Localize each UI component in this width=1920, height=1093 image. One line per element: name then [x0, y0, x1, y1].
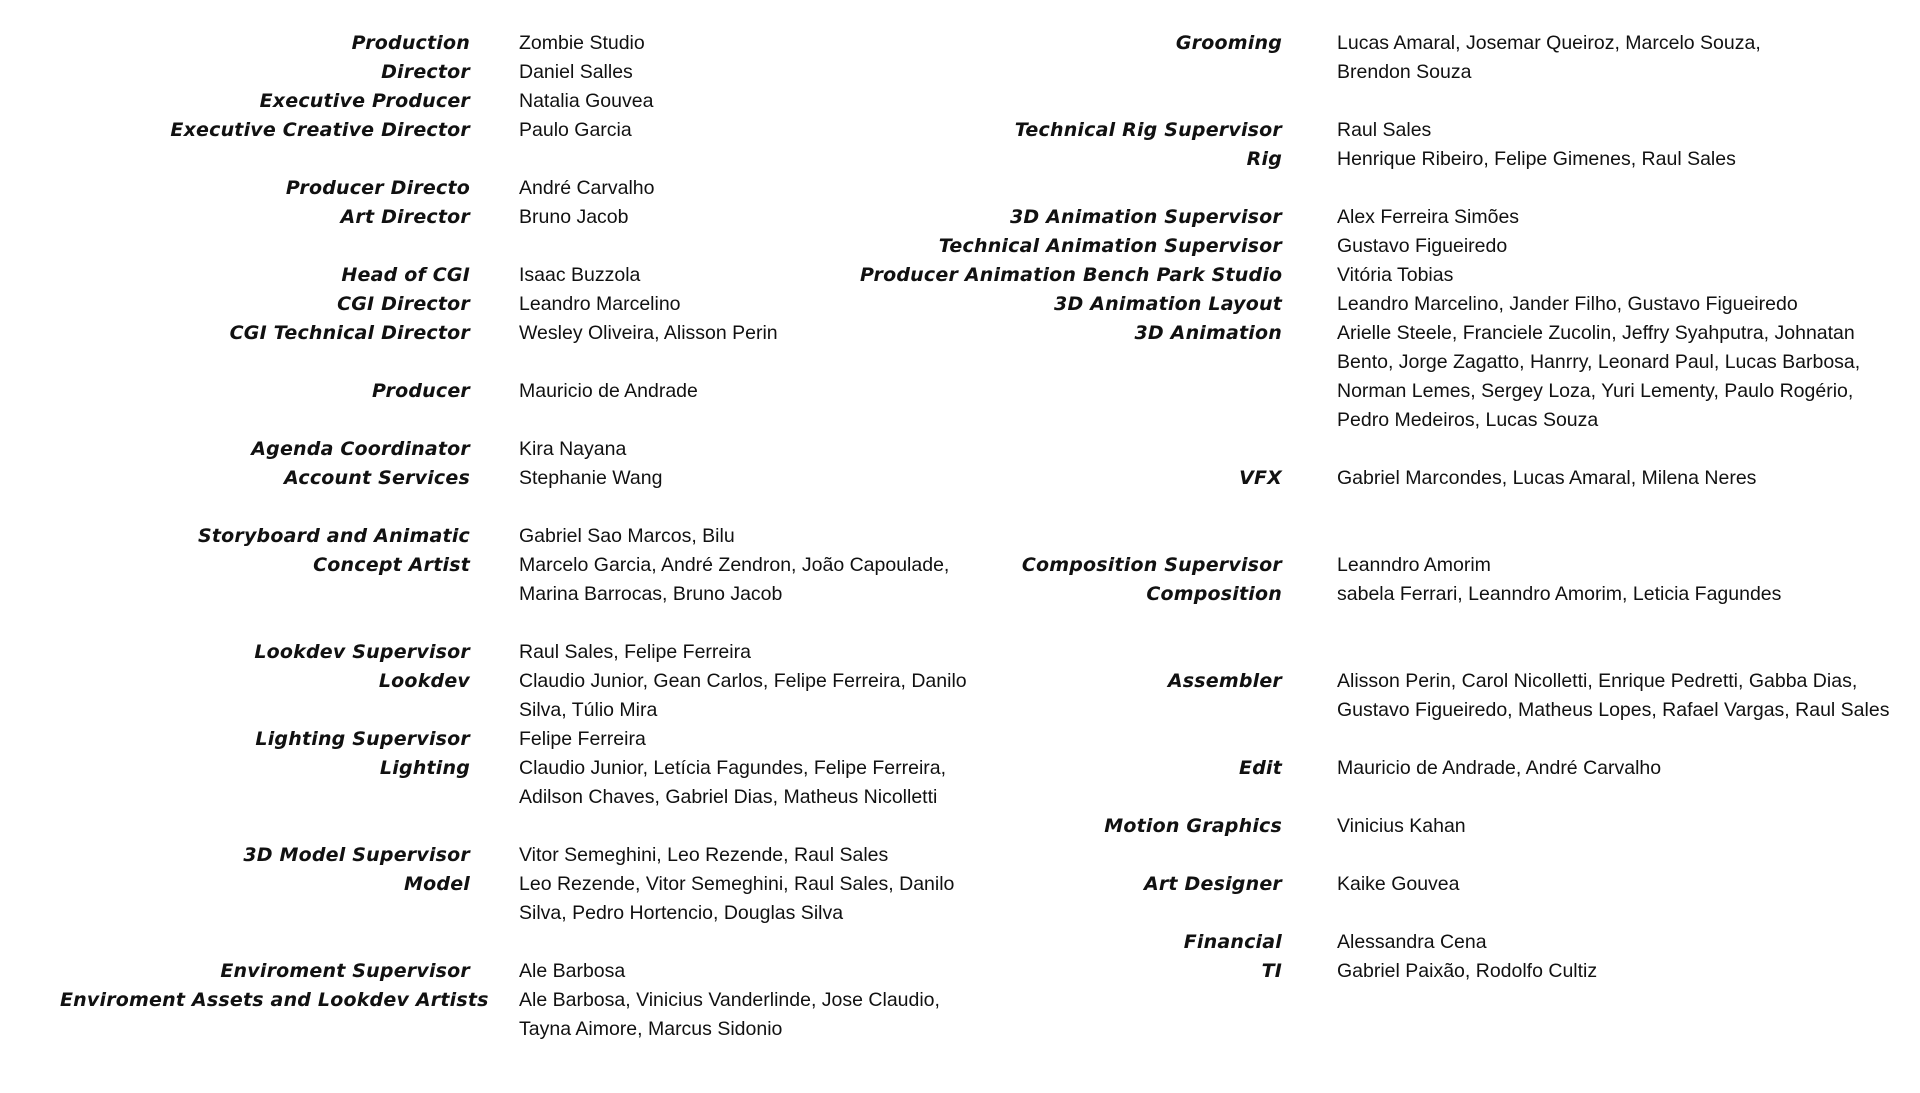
credit-names: Gustavo Figueiredo: [1337, 235, 1508, 257]
credit-names: Raul Sales: [1337, 119, 1432, 141]
credit-names: Mauricio de Andrade, André Carvalho: [1337, 757, 1662, 779]
credit-role: Technical Animation Supervisor: [938, 235, 1282, 257]
credit-role: Agenda Coordinator: [251, 438, 470, 460]
credit-names: sabela Ferrari, Leanndro Amorim, Leticia Fagundes: [1337, 583, 1782, 605]
credit-role: Producer Directo: [285, 177, 470, 199]
credit-role: Technical Rig Supervisor: [1014, 119, 1282, 141]
credit-role: 3D Animation Layout: [1054, 293, 1282, 315]
credit-role: Lighting Supervisor: [255, 728, 470, 750]
credit-names: Bruno Jacob: [519, 206, 629, 228]
credit-role: Motion Graphics: [1104, 815, 1282, 837]
credit-names: Gabriel Paixão, Rodolfo Cultiz: [1337, 960, 1598, 982]
credit-role: 3D Animation Supervisor: [1009, 206, 1282, 228]
credit-names: Arielle Steele, Franciele Zucolin, Jeffry Syahputra, Johnatan Bento, Jorge Zagatto, Hanrry, Leonard Paul, Lucas Barbosa, Norman Lemes, Sergey Loza, Yuri Lementy, Paulo Rogério, Pedro Medeiros, Lucas Souza: [1337, 322, 1861, 431]
credit-role: Head of CGI: [341, 264, 470, 286]
credit-role: 3D Model Supervisor: [243, 844, 470, 866]
credit-names: Claudio Junior, Gean Carlos, Felipe Ferreira, Danilo Silva, Túlio Mira: [519, 670, 967, 721]
credit-role: Financial: [1183, 931, 1282, 953]
credit-names: Felipe Ferreira: [519, 728, 646, 750]
credit-names: Mauricio de Andrade: [519, 380, 698, 402]
credit-names: Henrique Ribeiro, Felipe Gimenes, Raul Sales: [1337, 148, 1736, 170]
credit-names: Claudio Junior, Letícia Fagundes, Felipe Ferreira, Adilson Chaves, Gabriel Dias, Matheus Nicolletti: [519, 757, 947, 808]
credit-role: Composition Supervisor: [1021, 554, 1282, 576]
credit-role: 3D Animation: [1134, 322, 1282, 344]
credit-names: Leo Rezende, Vitor Semeghini, Raul Sales, Danilo Silva, Pedro Hortencio, Douglas Silva: [519, 873, 955, 924]
credit-names: Alisson Perin, Carol Nicolletti, Enrique Pedretti, Gabba Dias, Gustavo Figueiredo, Matheus Lopes, Rafael Vargas, Raul Sales: [1337, 670, 1890, 721]
credit-role: Producer: [371, 380, 470, 402]
credit-role: Grooming: [1175, 32, 1282, 54]
credit-role: Assembler: [1167, 670, 1282, 692]
credit-role: Account Services: [284, 467, 470, 489]
credit-role: Enviroment Assets and Lookdev Artists: [60, 989, 489, 1011]
credit-names: Leanndro Amorim: [1337, 554, 1491, 576]
credit-names: Alessandra Cena: [1337, 931, 1487, 953]
credit-role: Model: [404, 873, 470, 895]
credit-role: Enviroment Supervisor: [220, 960, 470, 982]
credit-names: Ale Barbosa: [519, 960, 626, 982]
credit-role: CGI Director: [337, 293, 470, 315]
credit-names: Zombie Studio: [519, 32, 645, 54]
credit-role: TI: [1261, 960, 1282, 982]
credit-names: Vitor Semeghini, Leo Rezende, Raul Sales: [519, 844, 889, 866]
credit-role: Lookdev: [378, 670, 470, 692]
credit-role: VFX: [1239, 467, 1282, 489]
credit-names: Natalia Gouvea: [519, 90, 654, 112]
credit-names: Leandro Marcelino, Jander Filho, Gustavo Figueiredo: [1337, 293, 1798, 315]
credit-role: Composition: [1146, 583, 1282, 605]
credit-role: Rig: [1246, 148, 1282, 170]
credit-names: Alex Ferreira Simões: [1337, 206, 1520, 228]
credit-role: Production: [351, 32, 470, 54]
credit-role: Edit: [1239, 757, 1282, 779]
credit-names: Paulo Garcia: [519, 119, 632, 141]
credit-role: Producer Animation Bench Park Studio: [860, 264, 1283, 286]
credit-role: Director: [381, 61, 470, 83]
credit-names: Isaac Buzzola: [519, 264, 641, 286]
credit-names: Ale Barbosa, Vinicius Vanderlinde, Jose Claudio, Tayna Aimore, Marcus Sidonio: [519, 989, 940, 1040]
credit-names: Gabriel Sao Marcos, Bilu: [519, 525, 735, 547]
credit-names: Vinicius Kahan: [1337, 815, 1466, 837]
credit-role: Art Director: [340, 206, 470, 228]
credit-names: Marcelo Garcia, André Zendron, João Capoulade, Marina Barrocas, Bruno Jacob: [519, 554, 950, 605]
credit-names: Raul Sales, Felipe Ferreira: [519, 641, 751, 663]
credit-names: Gabriel Marcondes, Lucas Amaral, Milena Neres: [1337, 467, 1757, 489]
credit-names: Wesley Oliveira, Alisson Perin: [519, 322, 778, 344]
credit-role: CGI Technical Director: [229, 322, 470, 344]
credit-names: André Carvalho: [519, 177, 655, 199]
credit-role: Art Designer: [1143, 873, 1282, 895]
credit-names: Lucas Amaral, Josemar Queiroz, Marcelo Souza, Brendon Souza: [1337, 32, 1761, 83]
credit-role: Lookdev Supervisor: [254, 641, 470, 663]
credit-names: Kaike Gouvea: [1337, 873, 1460, 895]
credit-names: Kira Nayana: [519, 438, 627, 460]
credit-role: Storyboard and Animatic: [197, 525, 470, 547]
credit-role: Lighting: [379, 757, 470, 779]
credit-role: Executive Creative Director: [170, 119, 470, 141]
credit-names: Leandro Marcelino: [519, 293, 681, 315]
credit-names: Vitória Tobias: [1337, 264, 1454, 286]
credit-role: Executive Producer: [259, 90, 470, 112]
credit-names: Daniel Salles: [519, 61, 633, 83]
credit-role: Concept Artist: [313, 554, 470, 576]
credit-names: Stephanie Wang: [519, 467, 663, 489]
